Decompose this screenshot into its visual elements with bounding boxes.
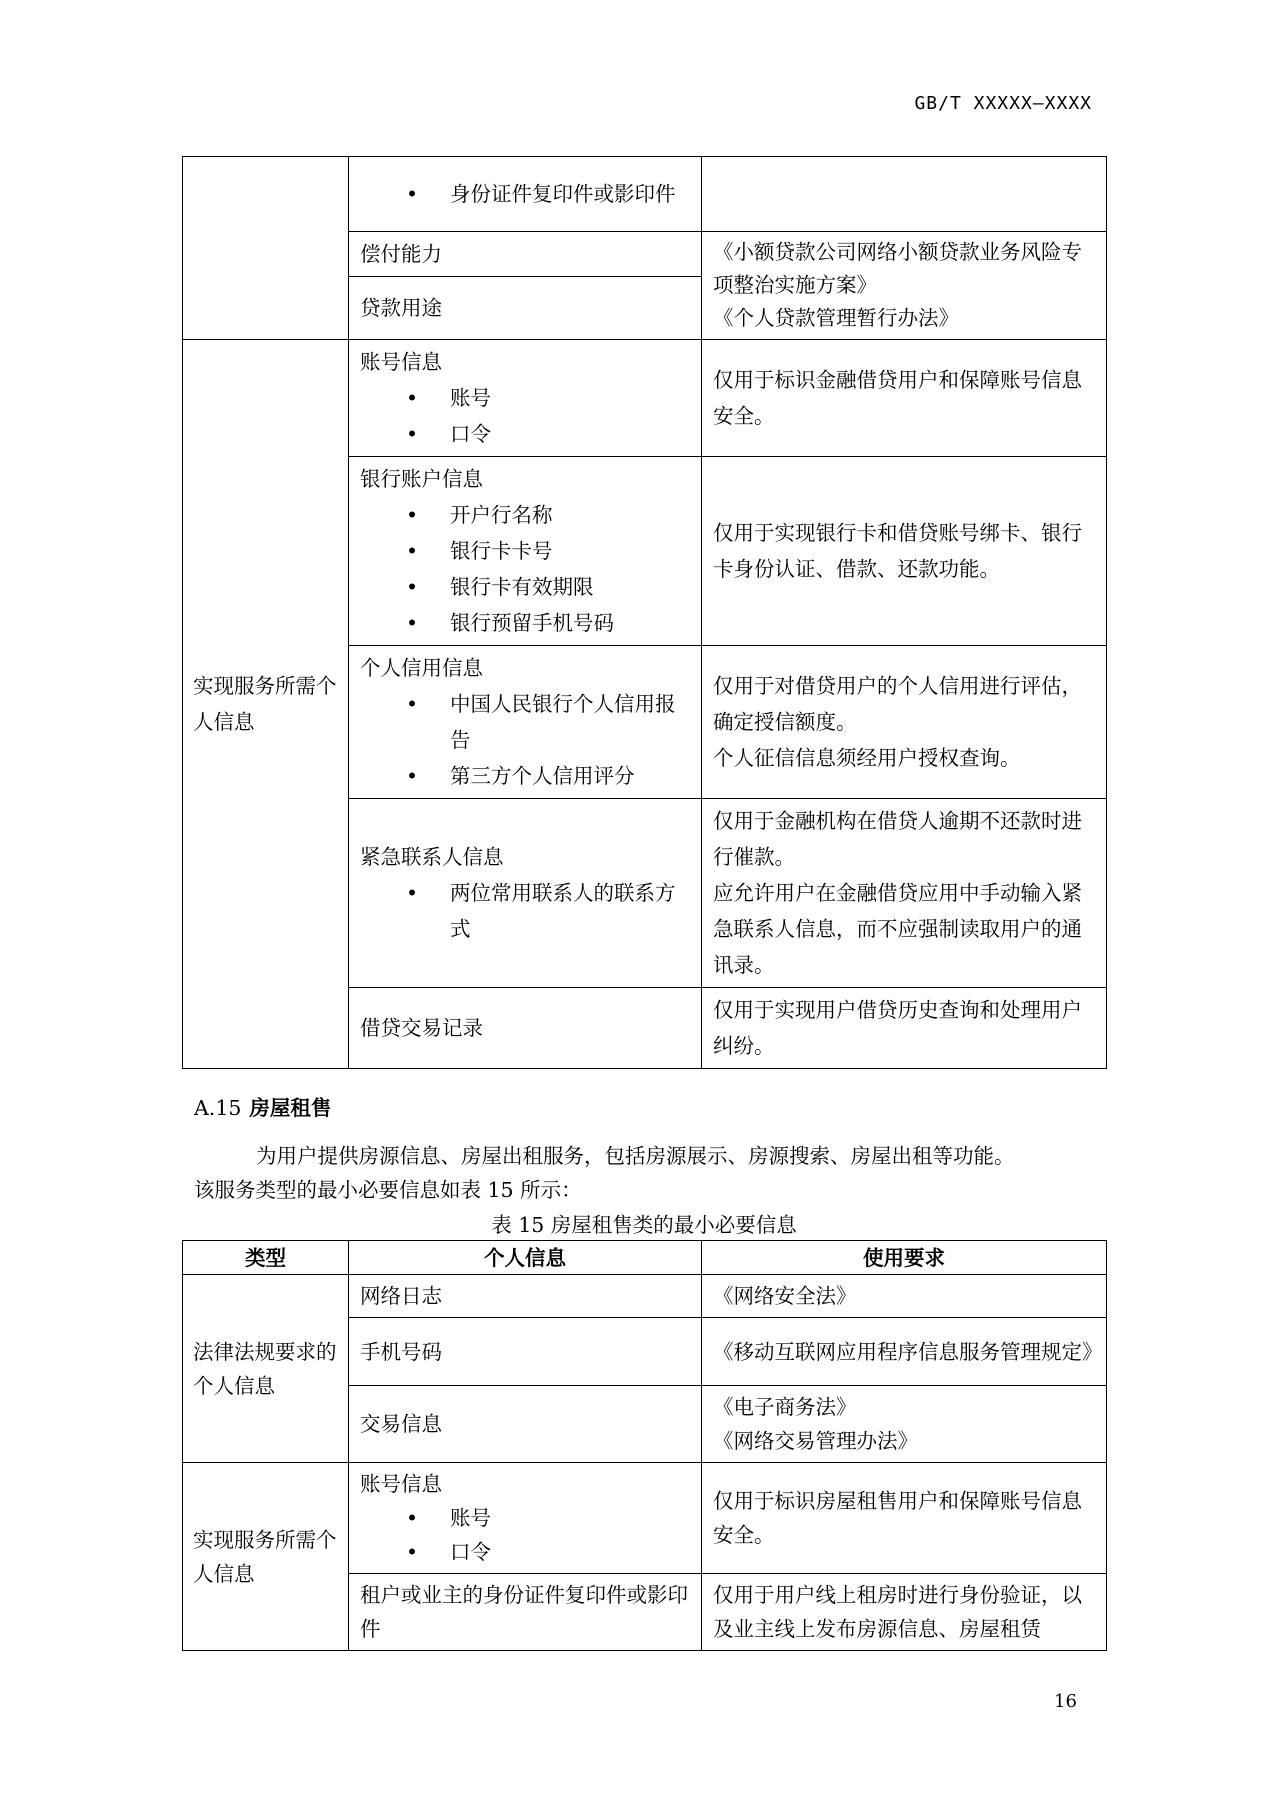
item-cell <box>349 340 702 457</box>
bullet-item: • 身份证件复印件或影印件 <box>360 176 690 212</box>
requirement-line: 《网络交易管理办法》 <box>713 1429 918 1453</box>
column-header: 使用要求 <box>702 1241 1107 1275</box>
requirement-line: 应允许用户在金融借贷应用中手动输入紧急联系人信息，而不应强制读取用户的通讯录。 <box>713 881 1082 977</box>
bullet-item: • 银行预留手机号码 <box>360 605 690 641</box>
item-cell <box>349 799 702 988</box>
item-title: 账号信息 <box>360 350 442 374</box>
bullet-item: • 中国人民银行个人信用报告 <box>360 686 690 758</box>
table-caption: 表 15 房屋租售类的最小必要信息 <box>491 1213 797 1237</box>
requirement-cell <box>702 232 1107 340</box>
section-number: A.15 <box>194 1096 242 1120</box>
item-title: 个人信用信息 <box>360 656 483 680</box>
category-cell: 法律法规要求的个人信息 <box>183 1275 349 1463</box>
item-title: 紧急联系人信息 <box>360 845 504 869</box>
requirement-line: 《个人贷款管理暂行办法》 <box>713 306 959 330</box>
requirement-cell: 《移动互联网应用程序信息服务管理规定》 <box>702 1318 1107 1386</box>
requirement-line: 《小额贷款公司网络小额贷款业务风险专项整治实施方案》 <box>713 240 1082 297</box>
table-row <box>183 1463 1107 1574</box>
requirement-cell <box>702 646 1107 799</box>
requirement-cell: 仅用于实现用户借贷历史查询和处理用户纠纷。 <box>702 988 1107 1069</box>
item-cell <box>349 646 702 799</box>
item-cell <box>349 1463 702 1574</box>
bullet-item: • 两位常用联系人的联系方式 <box>360 875 690 947</box>
requirement-line: 个人征信信息须经用户授权查询。 <box>713 746 1021 770</box>
requirement-cell <box>702 157 1107 232</box>
bullet-item: • 口令 <box>360 1535 690 1569</box>
table-14-continuation <box>182 156 1107 1069</box>
requirement-line: 仅用于对借贷用户的个人信用进行评估，确定授信额度。 <box>713 674 1082 734</box>
paragraph-line: 为用户提供房源信息、房屋出租服务，包括房源展示、房源搜索、房屋出租等功能。 <box>256 1144 1015 1168</box>
bullet-item: • 银行卡有效期限 <box>360 569 690 605</box>
item-cell: 借贷交易记录 <box>349 988 702 1069</box>
category-cell: 实现服务所需个人信息 <box>183 340 349 1069</box>
item-cell <box>349 157 702 232</box>
item-cell: 偿付能力 <box>349 232 702 277</box>
paragraph-line: 该服务类型的最小必要信息如表 15 所示： <box>194 1178 582 1202</box>
item-title: 账号信息 <box>360 1472 442 1496</box>
requirement-cell <box>702 799 1107 988</box>
bullet-item: • 口令 <box>360 416 690 452</box>
item-cell: 手机号码 <box>349 1318 702 1386</box>
requirement-line: 《电子商务法》 <box>713 1395 857 1419</box>
requirement-cell: 仅用于用户线上租房时进行身份验证，以及业主线上发布房源信息、房屋租赁 <box>702 1574 1107 1651</box>
requirement-cell: 仅用于标识金融借贷用户和保障账号信息安全。 <box>702 340 1107 457</box>
bullet-item: • 账号 <box>360 380 690 416</box>
column-header: 个人信息 <box>349 1241 702 1275</box>
bullet-item: • 账号 <box>360 1501 690 1535</box>
item-cell: 贷款用途 <box>349 277 702 340</box>
requirement-cell: 仅用于实现银行卡和借贷账号绑卡、银行卡身份认证、借款、还款功能。 <box>702 457 1107 646</box>
bullet-item: • 第三方个人信用评分 <box>360 758 690 794</box>
category-cell: 实现服务所需个人信息 <box>183 1463 349 1651</box>
item-cell: 网络日志 <box>349 1275 702 1318</box>
standard-code: GB/T XXXXX—XXXX <box>914 93 1092 114</box>
item-cell <box>349 457 702 646</box>
table-row <box>183 340 1107 457</box>
column-header: 类型 <box>183 1241 349 1275</box>
requirement-cell: 《网络安全法》 <box>702 1275 1107 1318</box>
table-15 <box>182 1240 1107 1651</box>
bullet-item: • 银行卡卡号 <box>360 533 690 569</box>
section-heading <box>194 1091 331 1121</box>
table-header-row <box>183 1241 1107 1275</box>
table-row <box>183 1275 1107 1318</box>
page-number: 16 <box>1054 1691 1077 1712</box>
item-cell: 交易信息 <box>349 1386 702 1463</box>
item-title: 银行账户信息 <box>360 467 483 491</box>
requirement-cell: 仅用于标识房屋租售用户和保障账号信息安全。 <box>702 1463 1107 1574</box>
table-row <box>183 157 1107 232</box>
requirement-cell <box>702 1386 1107 1463</box>
category-cell-empty <box>183 157 349 340</box>
bullet-item: • 开户行名称 <box>360 497 690 533</box>
section-title: 房屋租售 <box>249 1096 332 1120</box>
item-cell: 租户或业主的身份证件复印件或影印件 <box>349 1574 702 1651</box>
section-paragraph <box>194 1139 1106 1207</box>
requirement-line: 仅用于金融机构在借贷人逾期不还款时进行催款。 <box>713 809 1082 869</box>
